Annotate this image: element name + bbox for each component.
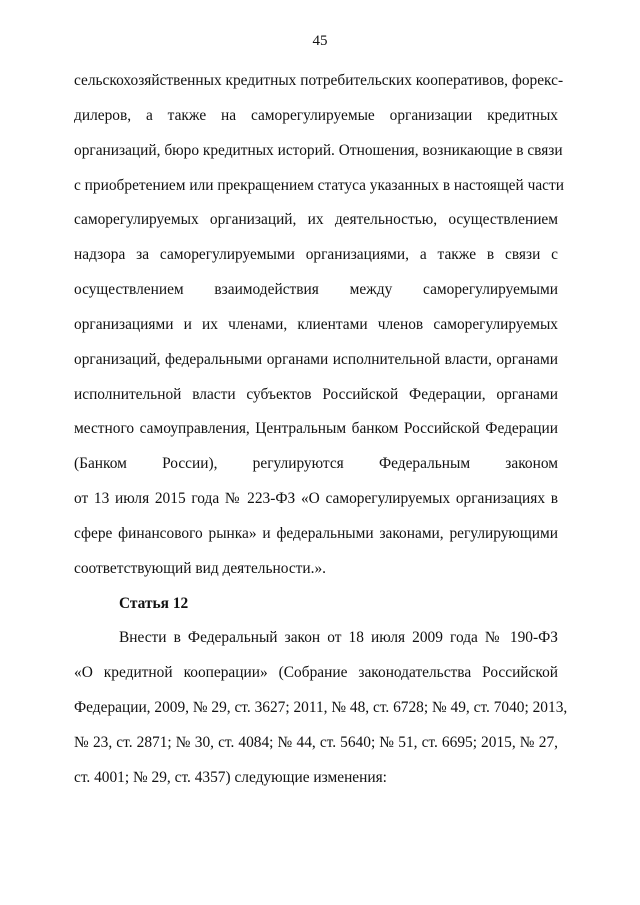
- page-number: 45: [312, 33, 328, 49]
- text-line: от 13 июля 2015 года № 223-ФЗ «О саморегулируемых организациях в: [74, 490, 558, 507]
- text-line: дилеров, а также на саморегулируемые организации кредитных: [74, 107, 558, 124]
- text-line: соответствующий вид деятельности.».: [74, 560, 327, 577]
- text-line: № 23, ст. 2871; № 30, ст. 4084; № 44, ст. 5640; № 51, ст. 6695; 2015, № 27,: [74, 734, 558, 751]
- text-line: надзора за саморегулируемыми организациями, а также в связи с: [74, 246, 558, 263]
- text-line: (Банком России), регулируются Федеральным законом: [74, 455, 558, 472]
- text-line: с приобретением или прекращением статуса указанных в настоящей части: [74, 177, 564, 194]
- text-line: ст. 4001; № 29, ст. 4357) следующие изменения:: [74, 769, 387, 786]
- text-line: саморегулируемых организаций, их деятельностью, осуществлением: [74, 211, 558, 228]
- text-line: сельскохозяйственных кредитных потребительских кооперативов, форекс-: [74, 72, 564, 89]
- text-line: организаций, бюро кредитных историй. Отношения, возникающие в связи: [74, 142, 563, 159]
- text-line: местного самоуправления, Центральным банком Российской Федерации: [74, 420, 558, 437]
- text-line: организациями и их членами, клиентами членов саморегулируемых: [74, 316, 558, 333]
- text-line: Внести в Федеральный закон от 18 июля 2009 года № 190-ФЗ: [119, 629, 558, 646]
- text-line: сфере финансового рынка» и федеральными законами, регулирующими: [74, 525, 558, 542]
- text-line: организаций, федеральными органами исполнительной власти, органами: [74, 351, 558, 368]
- article-heading: Статья 12: [119, 595, 189, 612]
- text-line: исполнительной власти субъектов Российской Федерации, органами: [74, 386, 558, 403]
- text-line: Федерации, 2009, № 29, ст. 3627; 2011, № 48, ст. 6728; № 49, ст. 7040; 2013,: [74, 699, 568, 716]
- text-line: «О кредитной кооперации» (Собрание законодательства Российской: [74, 664, 558, 681]
- text-line: осуществлением взаимодействия между саморегулируемыми: [74, 281, 558, 298]
